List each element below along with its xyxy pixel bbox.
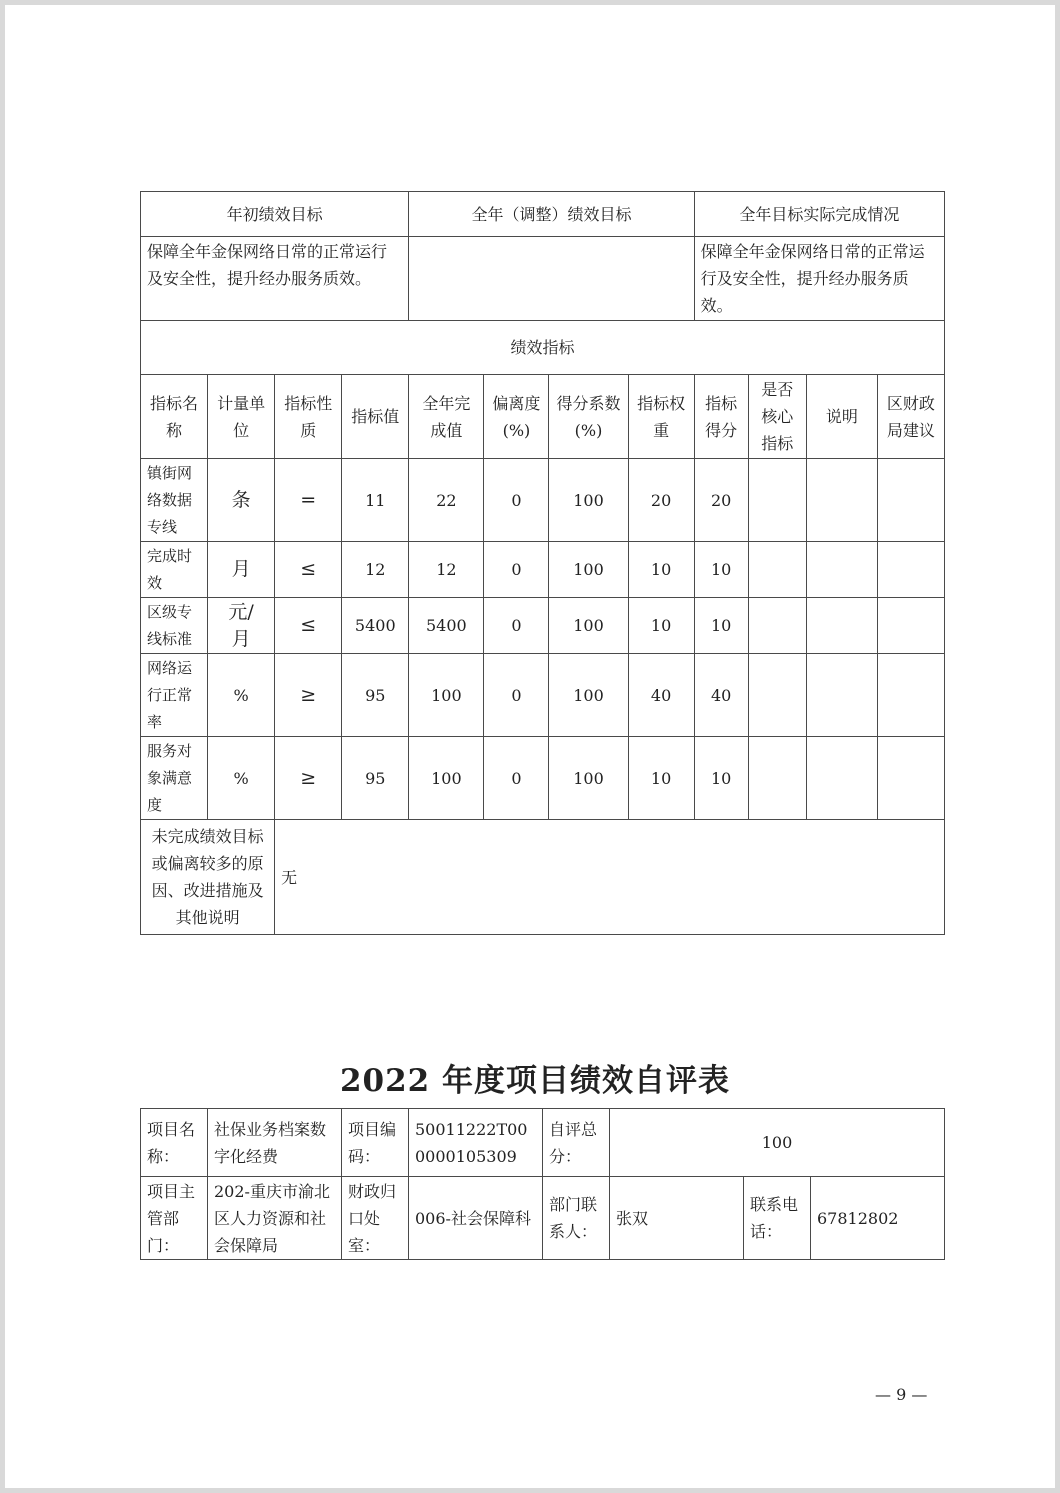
total-score-label: 自评总分： xyxy=(543,1109,610,1177)
dept-label: 项目主管部门： xyxy=(141,1177,208,1260)
indicator-unit: % xyxy=(208,654,275,737)
col-header: 指标得分 xyxy=(694,375,748,459)
indicator-name: 镇街网络数据专线 xyxy=(141,459,208,542)
indicator-weight: 10 xyxy=(628,542,694,598)
indicator-advice xyxy=(877,737,944,820)
table-row xyxy=(141,654,945,737)
header-actual-result: 全年目标实际完成情况 xyxy=(694,192,944,237)
col-header: 计量单位 xyxy=(208,375,275,459)
indicator-actual: 100 xyxy=(409,654,484,737)
page-number: — 9 — xyxy=(875,1385,928,1404)
indicator-deviation: 0 xyxy=(484,654,549,737)
indicator-unit: % xyxy=(208,737,275,820)
indicator-actual: 22 xyxy=(409,459,484,542)
indicator-name: 服务对象满意度 xyxy=(141,737,208,820)
indicator-value: 5400 xyxy=(342,598,409,654)
form-title: 2022 年度项目绩效自评表 xyxy=(339,1063,731,1099)
indicator-unit: 月 xyxy=(208,542,275,598)
indicator-weight: 10 xyxy=(628,598,694,654)
indicator-name: 完成时效 xyxy=(141,542,208,598)
indicator-score: 10 xyxy=(694,737,748,820)
indicator-note xyxy=(806,654,877,737)
indicator-value: 12 xyxy=(342,542,409,598)
project-name-label: 项目名称： xyxy=(141,1109,208,1177)
indicator-nature: ≤ xyxy=(275,598,342,654)
indicator-deviation: 0 xyxy=(484,598,549,654)
col-header: 全年完成值 xyxy=(409,375,484,459)
indicator-deviation: 0 xyxy=(484,737,549,820)
phone: 67812802 xyxy=(811,1177,945,1260)
indicator-nature: ≤ xyxy=(275,542,342,598)
indicator-actual: 5400 xyxy=(409,598,484,654)
performance-indicator-table xyxy=(140,191,945,935)
indicator-note xyxy=(806,737,877,820)
indicator-coefficient: 100 xyxy=(549,654,628,737)
header-adjusted-goal: 全年（调整）绩效目标 xyxy=(409,192,694,237)
indicator-note xyxy=(806,542,877,598)
indicator-advice xyxy=(877,598,944,654)
indicator-value: 95 xyxy=(342,654,409,737)
indicator-score: 10 xyxy=(694,598,748,654)
indicator-nature: ≥ xyxy=(275,737,342,820)
project-name: 社保业务档案数字化经费 xyxy=(208,1109,342,1177)
project-code-label: 项目编码： xyxy=(342,1109,409,1177)
indicator-coefficient: 100 xyxy=(549,598,628,654)
indicator-core xyxy=(748,542,806,598)
contact-label: 部门联系人： xyxy=(543,1177,610,1260)
indicator-nature: ≥ xyxy=(275,654,342,737)
indicator-weight: 40 xyxy=(628,654,694,737)
indicator-unit: 元/月 xyxy=(208,598,275,654)
adjusted-goal-text xyxy=(409,237,694,321)
indicator-core xyxy=(748,598,806,654)
indicator-coefficient: 100 xyxy=(549,459,628,542)
col-header: 指标权重 xyxy=(628,375,694,459)
table-row xyxy=(141,542,945,598)
indicator-advice xyxy=(877,459,944,542)
actual-result-text: 保障全年金保网络日常的正常运行及安全性，提升经办服务质效。 xyxy=(694,237,944,321)
indicator-value: 11 xyxy=(342,459,409,542)
column-header-row xyxy=(141,375,945,459)
indicator-advice xyxy=(877,542,944,598)
col-header: 是否核心指标 xyxy=(748,375,806,459)
remarks-value: 无 xyxy=(275,820,945,935)
indicator-name: 网络运行正常率 xyxy=(141,654,208,737)
finance-office-label: 财政归口处室： xyxy=(342,1177,409,1260)
document-page xyxy=(5,5,1055,1488)
remarks-label: 未完成绩效目标或偏离较多的原因、改进措施及其他说明 xyxy=(141,820,275,935)
header-initial-goal: 年初绩效目标 xyxy=(141,192,409,237)
indicator-deviation: 0 xyxy=(484,542,549,598)
col-header: 指标名称 xyxy=(141,375,208,459)
section-title-indicators: 绩效指标 xyxy=(141,321,945,375)
indicator-core xyxy=(748,459,806,542)
indicator-note xyxy=(806,598,877,654)
indicator-actual: 12 xyxy=(409,542,484,598)
phone-label: 联系电话： xyxy=(744,1177,811,1260)
indicator-weight: 10 xyxy=(628,737,694,820)
indicator-nature: = xyxy=(275,459,342,542)
finance-office: 006-社会保障科 xyxy=(409,1177,543,1260)
col-header: 说明 xyxy=(806,375,877,459)
col-header: 指标性质 xyxy=(275,375,342,459)
col-header: 得分系数(%) xyxy=(549,375,628,459)
indicator-coefficient: 100 xyxy=(549,542,628,598)
dept: 202-重庆市渝北区人力资源和社会保障局 xyxy=(208,1177,342,1260)
indicator-name: 区级专线标准 xyxy=(141,598,208,654)
indicator-score: 20 xyxy=(694,459,748,542)
table-row xyxy=(141,598,945,654)
col-header: 指标值 xyxy=(342,375,409,459)
col-header: 偏离度(%) xyxy=(484,375,549,459)
total-score: 100 xyxy=(610,1109,945,1177)
table-row xyxy=(141,459,945,542)
indicator-score: 10 xyxy=(694,542,748,598)
contact: 张双 xyxy=(610,1177,744,1260)
indicator-weight: 20 xyxy=(628,459,694,542)
indicator-note xyxy=(806,459,877,542)
indicator-unit: 条 xyxy=(208,459,275,542)
indicator-deviation: 0 xyxy=(484,459,549,542)
indicator-score: 40 xyxy=(694,654,748,737)
indicator-core xyxy=(748,737,806,820)
indicator-advice xyxy=(877,654,944,737)
project-code: 50011222T000000105309 xyxy=(409,1109,543,1177)
initial-goal-text: 保障全年金保网络日常的正常运行及安全性，提升经办服务质效。 xyxy=(141,237,409,321)
indicator-core xyxy=(748,654,806,737)
indicator-value: 95 xyxy=(342,737,409,820)
table-row xyxy=(141,737,945,820)
indicator-actual: 100 xyxy=(409,737,484,820)
col-header: 区财政局建议 xyxy=(877,375,944,459)
project-info-table xyxy=(140,1108,945,1260)
indicator-coefficient: 100 xyxy=(549,737,628,820)
